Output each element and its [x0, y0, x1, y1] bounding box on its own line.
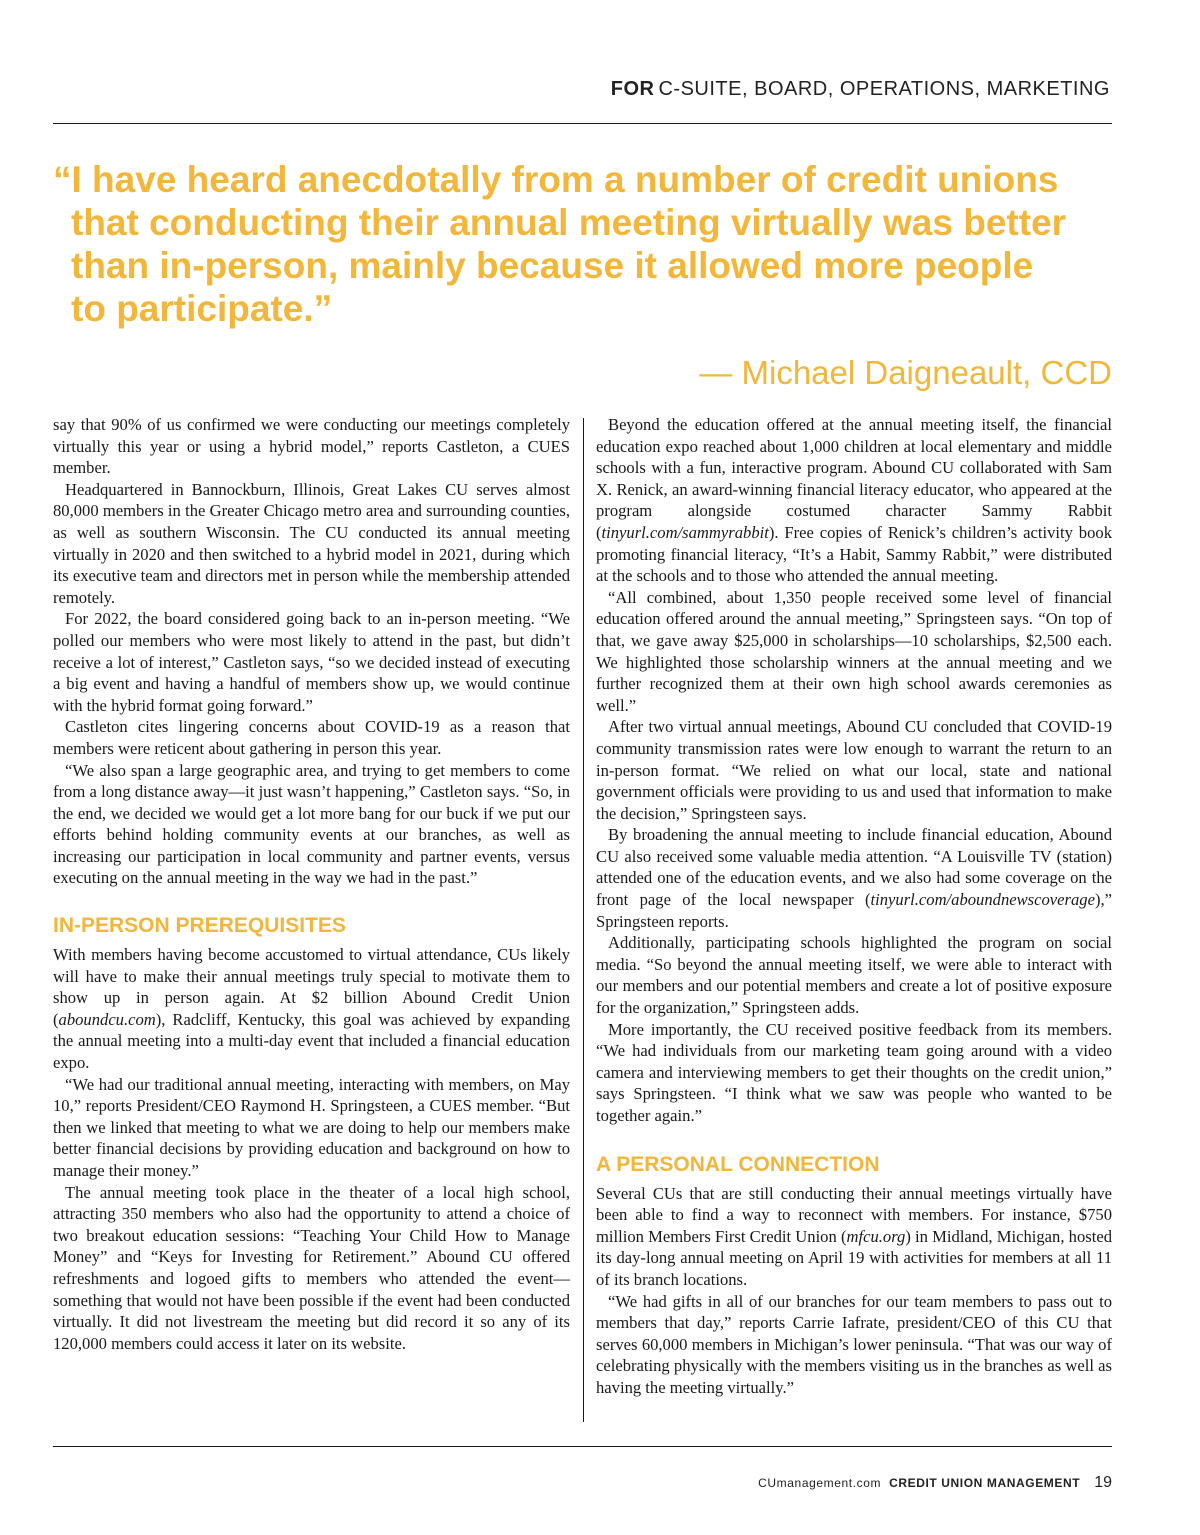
pull-quote [53, 158, 1123, 330]
paragraph: say that 90% of us confirmed we were conducting our meetings completely virtually this year or using a hybrid model,” reports Castleton, a CUES member. [53, 415, 570, 478]
section-heading: A PERSONAL CONNECTION [596, 1152, 880, 1176]
header-audience: C-SUITE, BOARD, OPERATIONS, MARKETING [658, 78, 1110, 100]
paragraph: With members having become accustomed to virtual attendance, CUs likely will have to make their annual meetings truly special to motivate them to show up in person again. At $2 billion Abound Credit Union (aboundcu.com), Radcliff, Kentucky, this goal was achieved by expanding the annual meeting into a multi-day event that included a financial education expo. [53, 945, 570, 1073]
article-column-right [596, 414, 1112, 1399]
paragraph: Castleton cites lingering concerns about COVID-19 as a reason that members were reticent about gathering in person this year. [53, 717, 570, 758]
pull-quote-line: that conducting their annual meeting virtually was better [71, 202, 1067, 243]
url-text: mfcu.org [846, 1226, 906, 1246]
paragraph: “We had gifts in all of our branches for our team members to pass out to members that day,” reports Carrie Iafrate, president/CEO of this CU that serves 60,000 members in Michigan’s lower peninsula. “That was our way of celebrating physically with the members visiting us in the branches as well as having the meeting virtually.” [596, 1291, 1112, 1397]
paragraph: More importantly, the CU received positive feedback from its members. “We had individuals from our marketing team going around with a video camera and interviewing members to get their thoughts on the credit union,” says Springsteen. “I think what we saw was people who wanted to be together again.” [596, 1019, 1112, 1125]
paragraph: “We had our traditional annual meeting, interacting with members, on May 10,” reports President/CEO Raymond H. Springsteen, a CUES member. “But then we linked that meeting to what we are doing to help our members make better financial decisions by providing education and background on how to manage their money.” [53, 1074, 570, 1180]
paragraph: “We also span a large geographic area, and trying to get members to come from a long distance away—it just wasn’t happening,” Castleton says. “So, in the end, we decided we would get a lot more bang for our buck if we put our efforts behind holding community events at our branches, as well as increasing our participation in local community and partner events, versus executing on the annual meeting in the way we had in the past.” [53, 760, 570, 888]
pull-quote-line: than in-person, mainly because it allowed more people [71, 245, 1034, 286]
paragraph: For 2022, the board considered going back to an in-person meeting. “We polled our members who were most likely to attend in the past, but didn’t receive a lot of interest,” Castleton says, “so we decided instead of executing a big event and having a handful of members show up, we would continue with the hybrid format going forward.” [53, 609, 570, 715]
footer-magazine: CREDIT UNION MANAGEMENT [889, 1476, 1081, 1490]
page-number: 19 [1094, 1474, 1112, 1491]
paragraph: “All combined, about 1,350 people received some level of financial education offered around the annual meeting,” Springsteen says. “On top of that, we gave away $25,000 in scholarships—10 scholarships, $2,500 each. We highlighted those scholarship winners at the annual meeting and we further recognized them at their own high school awards ceremonies as well.” [596, 587, 1112, 715]
pull-quote-line: “I have heard anecdotally from a number of credit unions [53, 159, 1059, 200]
pull-quote-line: to participate.” [71, 288, 333, 329]
pull-quote-attribution: — Michael Daigneault, CCD [699, 354, 1112, 391]
paragraph: After two virtual annual meetings, Abound CU concluded that COVID-19 community transmission rates were low enough to warrant the return to an in-person format. “We relied on what our local, state and national government officials were providing to us and used that information to make the decision,” Springsteen says. [596, 717, 1112, 823]
url-text: aboundcu.com [58, 1009, 156, 1029]
paragraph: Beyond the education offered at the annual meeting itself, the financial education expo reached about 1,000 children at local elementary and middle schools with a fun, interactive program. Abound CU collaborated with Sam X. Renick, an award-winning financial literacy educator, who appeared at the program alongside costumed character Sammy Rabbit (tinyurl.com/sammyrabbit). Free copies of Renick’s children’s activity book promoting financial literacy, “It’s a Habit, Sammy Rabbit,” were distributed at the schools and to those who attended the annual meeting. [596, 415, 1112, 586]
section-header [611, 78, 1110, 101]
url-text: tinyurl.com/sammyrabbit [601, 522, 769, 542]
url-text: tinyurl.com/aboundnewscoverage [870, 890, 1095, 910]
page-footer [758, 1474, 1112, 1492]
paragraph: The annual meeting took place in the theater of a local high school, attracting 350 members who also had the opportunity to attend a choice of two breakout education sessions: “Teaching Your Child How to Manage Money” and “Keys for Investing for Retirement.” Abound CU offered refreshments and logoed gifts to members who attended the event—something that would not have been possible if the event had been conducted virtually. It did not livestream the meeting but did record it so any of its 120,000 members could access it later on its website. [53, 1182, 570, 1353]
column-divider [583, 418, 584, 1422]
paragraph: Headquartered in Bannockburn, Illinois, Great Lakes CU serves almost 80,000 members in the Greater Chicago metro area and surrounding counties, as well as southern Wisconsin. The CU conducted its annual meeting virtually in 2020 and then switched to a hybrid model in 2021, during which its executive team and directors met in person while the membership attended remotely. [53, 479, 570, 607]
article-column-left [53, 414, 570, 1354]
paragraph: Several CUs that are still conducting their annual meetings virtually have been able to find a way to reconnect with members. For instance, $750 million Members First Credit Union (mfcu.org) in Midland, Michigan, hosted its day-long annual meeting on April 19 with activities for members at all 11 of its branch locations. [596, 1183, 1112, 1289]
bottom-rule [53, 1446, 1112, 1447]
footer-site: CUmanagement.com [758, 1476, 882, 1490]
paragraph: By broadening the annual meeting to include financial education, Abound CU also received some valuable media attention. “A Louisville TV (station) attended one of the education events, and we also had some coverage on the front page of the local newspaper (tinyurl.com/aboundnewscoverage),” Springsteen reports. [596, 825, 1112, 931]
paragraph: Additionally, participating schools highlighted the program on social media. “So beyond the annual meeting itself, we were able to interact with our members and our potential members and create a lot of positive exposure for the organization,” Springsteen adds. [596, 933, 1112, 1018]
header-for: FOR [610, 78, 655, 100]
top-rule [53, 123, 1112, 124]
section-heading: IN-PERSON PREREQUISITES [53, 914, 346, 938]
